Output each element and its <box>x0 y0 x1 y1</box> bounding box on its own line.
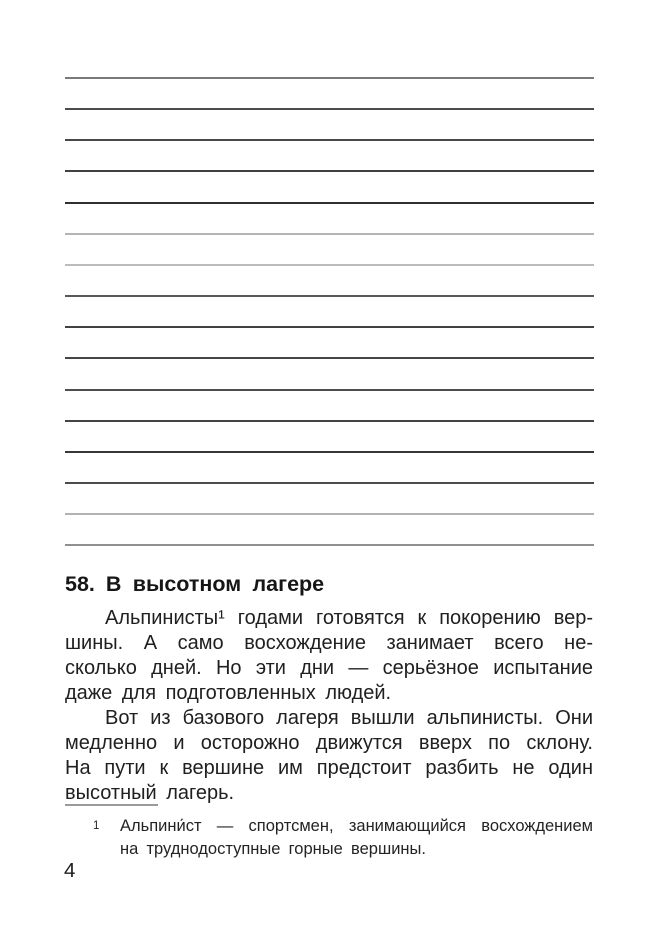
footnote-line: Альпини́ст — спортсмен, занимающийся восхождением <box>120 817 593 835</box>
writing-line <box>65 108 594 110</box>
footnote <box>65 804 593 860</box>
writing-line <box>65 77 594 79</box>
writing-line <box>65 170 594 172</box>
text-line: высотный лагерь. <box>65 782 235 804</box>
paragraph-2 <box>65 706 593 806</box>
exercise-number: 58. <box>65 572 95 596</box>
text-line: сколько дней. Но эти дни — серьёзное испытание <box>65 657 593 679</box>
writing-line <box>65 202 594 204</box>
exercise-heading <box>65 571 593 597</box>
page-number: 4 <box>64 859 76 882</box>
writing-line <box>65 357 594 359</box>
text-line: даже для подготовленных людей. <box>65 682 392 704</box>
writing-line <box>65 451 594 453</box>
text-line: На пути к вершине им предстоит разбить не один <box>65 757 593 779</box>
writing-line <box>65 389 594 391</box>
text-line: медленно и осторожно движутся вверх по склону. <box>65 732 593 754</box>
writing-line <box>65 544 594 546</box>
footnote-separator <box>65 804 158 806</box>
writing-line <box>65 295 594 297</box>
footnote-marker: 1 <box>93 820 100 832</box>
exercise-text <box>65 606 593 806</box>
footnote-line: на труднодоступные горные вершины. <box>120 839 426 858</box>
text-line: Альпинисты¹ годами готовятся к покорению вер- <box>105 607 593 629</box>
writing-line <box>65 139 594 141</box>
writing-line <box>65 482 594 484</box>
footnote-body <box>93 815 593 860</box>
text-line: шины. А само восхождение занимает всего не- <box>65 632 593 654</box>
writing-line <box>65 326 594 328</box>
writing-line <box>65 420 594 422</box>
paragraph-1 <box>65 606 593 706</box>
writing-line <box>65 264 594 266</box>
writing-line <box>65 513 594 515</box>
exercise-title: В высотном лагере <box>105 572 325 596</box>
text-line: Вот из базового лагеря вышли альпинисты. Они <box>105 707 593 729</box>
writing-line <box>65 233 594 235</box>
